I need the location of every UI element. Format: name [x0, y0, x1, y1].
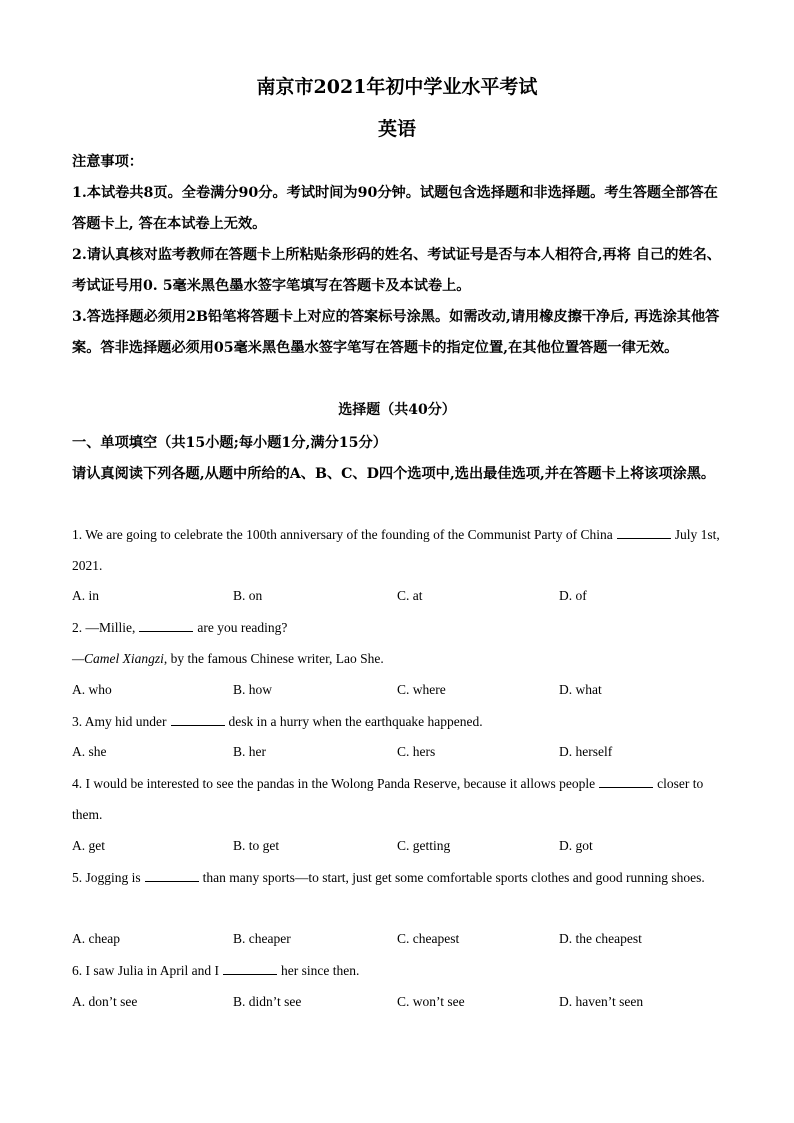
question-text: desk in a hurry when the earthquake happened.: [228, 714, 483, 729]
note-item-1: 1.本试卷共8页。全卷满分90分。考试时间为90分钟。试题包含选择题和非选择题。考生答题全部答在答题卡上, 答在本试卷上无效。: [72, 185, 718, 232]
question-6: [72, 955, 722, 986]
option-c: C. cheapest: [397, 931, 460, 946]
answer-blank: [139, 617, 193, 632]
answer-blank: [617, 524, 671, 539]
question-text: 1. We are going to celebrate the 100th anniversary of the founding of the Communist Party of China: [72, 527, 613, 542]
question-3: [72, 706, 722, 737]
notes-heading: 注意事项：: [72, 154, 143, 170]
question-text: 3. Amy hid under: [72, 714, 167, 729]
option-d: D. what: [559, 682, 602, 697]
option-b: B. to get: [233, 838, 280, 853]
option-d: D. got: [559, 838, 593, 853]
option-c: C. hers: [397, 744, 436, 759]
option-c: C. at: [397, 588, 423, 603]
question-2-answer-line: [72, 643, 722, 674]
question-text: 4. I would be interested to see the pandas in the Wolong Panda Reserve, because it allows people: [72, 776, 596, 791]
question-text: 2. —Millie,: [72, 620, 136, 635]
option-a: A. who: [72, 682, 112, 697]
part-title: 一、单项填空（共15小题;每小题1分,满分15分）: [72, 435, 387, 451]
options-1: [72, 588, 752, 612]
options-4: [72, 838, 752, 862]
option-c: C. where: [397, 682, 446, 697]
question-text: 6. I saw Julia in April and I: [72, 963, 219, 978]
option-d: D. the cheapest: [559, 931, 642, 946]
note-item-3: 3.答选择题必须用2B铅笔将答题卡上对应的答案标号涂黑。如需改动,请用橡皮擦干净后, 再选涂其他答案。答非选择题必须用05毫米黑色墨水签字笔写在答题卡的指定位置,在其他位置答题一律无效。: [72, 309, 720, 356]
option-a: A. in: [72, 588, 99, 603]
option-a: A. don’t see: [72, 994, 138, 1009]
option-a: A. get: [72, 838, 105, 853]
option-a: A. cheap: [72, 931, 120, 946]
option-b: B. didn’t see: [233, 994, 302, 1009]
subject-title: 英语: [377, 118, 416, 140]
option-b: B. on: [233, 588, 263, 603]
answer-blank: [171, 711, 225, 726]
options-5: [72, 931, 752, 955]
option-a: A. she: [72, 744, 107, 759]
exam-title: 南京市2021年初中学业水平考试: [256, 76, 538, 98]
section-title: 选择题（共40分）: [338, 402, 456, 418]
option-b: B. cheaper: [233, 931, 291, 946]
question-text: 5. Jogging is: [72, 870, 141, 885]
option-d: D. haven’t seen: [559, 994, 644, 1009]
options-6: [72, 994, 752, 1018]
option-c: C. won’t see: [397, 994, 465, 1009]
question-text: than many sports—to start, just get some comfortable sports clothes and good running shoes.: [202, 870, 705, 885]
question-text: , by the famous Chinese writer, Lao She.: [163, 651, 384, 666]
question-text: closer to them.: [72, 776, 704, 822]
option-d: D. herself: [559, 744, 613, 759]
option-d: D. of: [559, 588, 587, 603]
question-text: her since then.: [280, 963, 360, 978]
answer-blank: [599, 773, 653, 788]
options-2: [72, 682, 752, 706]
option-c: C. getting: [397, 838, 451, 853]
part-instruction: 请认真阅读下列各题,从题中所给的A、B、C、D四个选项中,选出最佳选项,并在答题卡上将该项涂黑。: [72, 466, 716, 482]
question-5: [72, 862, 722, 893]
answer-blank: [145, 867, 199, 882]
book-title: —Camel Xiangzi: [72, 651, 164, 666]
question-1: [72, 519, 722, 581]
note-item-2: 2.请认真核对监考教师在答题卡上所粘贴条形码的姓名、考试证号是否与本人相符合,再将 自己的姓名、考试证号用0. 5毫米黑色墨水签字笔填写在答题卡及本试卷上。: [72, 247, 721, 294]
option-b: B. her: [233, 744, 266, 759]
question-4: [72, 768, 722, 830]
question-2: [72, 612, 722, 643]
answer-blank: [223, 960, 277, 975]
options-3: [72, 744, 752, 768]
question-text: July 1st, 2021.: [72, 527, 720, 573]
option-b: B. how: [233, 682, 273, 697]
question-text: are you reading?: [197, 620, 288, 635]
